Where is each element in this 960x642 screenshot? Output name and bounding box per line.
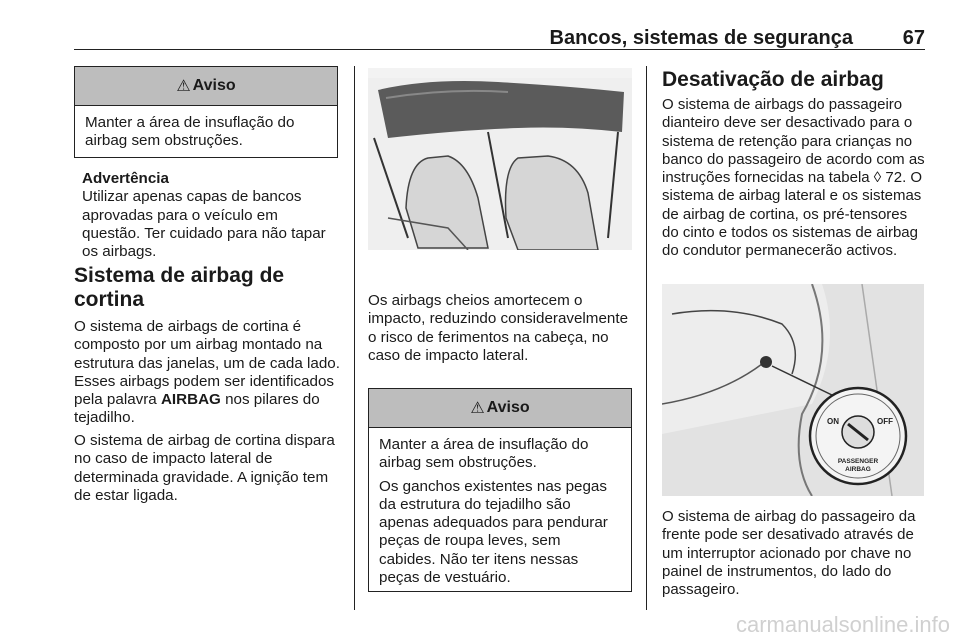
warning-box-2 <box>368 388 632 592</box>
advertencia-line: os airbags. <box>82 243 157 261</box>
warning-triangle-icon: ⚠ <box>176 78 191 95</box>
watermark: carmanualsonline.info <box>735 612 950 637</box>
warning-box-header <box>75 67 337 106</box>
warning-text: Manter a área de insuflação do airbag sem obstruções. <box>379 436 589 472</box>
advertencia-title: Advertência <box>82 170 169 187</box>
column-divider-right <box>646 66 647 610</box>
advertencia-line: aprovadas para o veículo em <box>82 206 278 224</box>
page-reference-icon: ◊ <box>873 169 882 187</box>
advertencia-line: Utilizar apenas capas de bancos <box>82 188 302 206</box>
cortina-paragraph-2: O sistema de airbag de cortina dispara no caso de impacto lateral de determinada gravidade. A ignição tem de estar ligada. <box>74 432 335 504</box>
paragraph-text: nos pilares do tejadilho. <box>74 391 320 427</box>
warning-box-header <box>369 389 631 428</box>
section-heading-cortina <box>74 264 344 312</box>
paragraph-text: O sistema de airbags de cortina é composto por um airbag montado na estrutura das janelas, um de cada lado. Esses airbags podem ser identificados pela palavra <box>74 318 340 409</box>
curtain-airbag-drawing <box>368 68 632 278</box>
page-header <box>74 0 925 50</box>
warning-title: Aviso <box>486 399 530 416</box>
section-heading-line: cortina <box>74 288 145 311</box>
section-heading-line: Sistema de airbag de <box>74 264 285 287</box>
warning-triangle-icon: ⚠ <box>470 400 485 417</box>
page-number: 67 <box>902 27 925 49</box>
warning-text: Manter a área de insuflação do airbag sem obstruções. <box>85 114 295 150</box>
desativacao-paragraph <box>662 96 926 261</box>
switch-off-label: OFF <box>877 417 893 426</box>
advertencia-block <box>82 170 354 261</box>
warning-text: Os ganchos existentes nas pegas da estrutura do tejadilho são apenas adequados para pendurar peças de roupa leves, sem cabides. Não ter itens nessas peças de vestuário. <box>379 477 608 587</box>
page-reference-number[interactable]: 72 <box>885 169 903 187</box>
switch-label-airbag: AIRBAG <box>845 466 871 473</box>
figure-caption-switch: O sistema de airbag do passageiro da frente pode ser desativado através de um interruptor acionado por chave no painel de instrumentos, do lado do passageiro. <box>662 508 916 599</box>
warning-box-1 <box>74 66 338 158</box>
airbag-switch-drawing <box>662 284 924 496</box>
header-title: Bancos, sistemas de segurança <box>549 27 853 49</box>
passenger-airbag-switch-illustration <box>662 284 924 496</box>
figure-caption-curtain: Os airbags cheios amortecem o impacto, reduzindo consideravelmente o risco de ferimentos na cabeça, no caso de impacto lateral. <box>368 292 629 364</box>
paragraph-text: O sistema de airbags do passageiro dianteiro deve ser desactivado para o sistema de retenção para crianças no banco do passageiro de acordo com as instruções fornecidas na tabela <box>662 96 925 187</box>
airbag-keyword: AIRBAG <box>160 391 221 409</box>
advertencia-line: questão. Ter cuidado para não tapar <box>82 224 326 242</box>
paragraph-text: . O sistema de airbag lateral e os sistemas de airbag de cortina, os pré-tensores do cinto e todos os sistemas de airbag do condutor permanecerão activos. <box>662 169 923 260</box>
warning-title: Aviso <box>192 77 236 94</box>
column-divider-left <box>354 66 355 610</box>
switch-label-passenger: PASSENGER <box>837 458 879 465</box>
switch-on-label: ON <box>827 417 839 426</box>
curtain-airbag-illustration <box>368 68 632 278</box>
cortina-paragraph-1 <box>74 318 346 428</box>
section-heading-desativacao: Desativação de airbag <box>662 68 884 91</box>
